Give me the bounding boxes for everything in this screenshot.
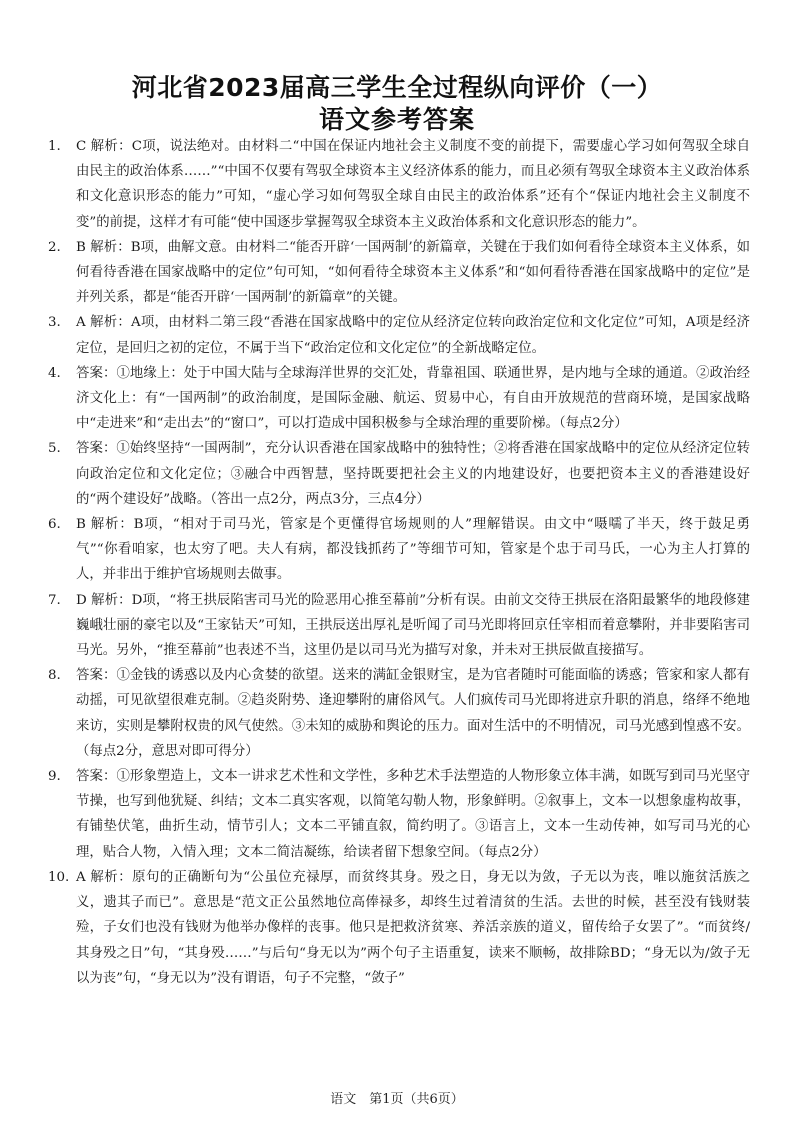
answer-item-6 <box>48 512 750 588</box>
answer-item-1 <box>48 134 750 235</box>
document-title <box>0 72 794 136</box>
item-text: C 解析：C项，说法绝对。由材料二“中国在保证内地社会主义制度不变的前提下，需要虚心学习如何驾驭全球自由民主的政治体系……”“中国不仅要有驾驭全球资本主义经济体系的能力，而且必须有驾驭全球资本主义政治体系和文化意识形态的能力”可知，“虚心学习如何驾驭全球自由民主的政治体系”还有个“保证内地社会主义制度不变”的前提，这样才有可能“使中国逐步掌握驾驭全球资本主义政治体系和文化意识形态的能力”。 <box>76 139 750 230</box>
item-text: 答案：①始终坚持“一国两制”，充分认识香港在国家战略中的独特性；②将香港在国家战略中的定位从经济定位转向政治定位和文化定位；③融合中西智慧，坚持既要把社会主义的内地建设好，也要把资本主义的香港建设好的“两个建设好”战略。（答出一点2分，两点3分，三点4分） <box>76 441 750 507</box>
answer-list <box>48 134 750 991</box>
item-number: 8. <box>48 668 61 684</box>
answer-item-4 <box>48 361 750 437</box>
item-text: 答案：①地缘上：处于中国大陆与全球海洋世界的交汇处，背靠祖国、联通世界，是内地与全球的通道。②政治经济文化上：有“一国两制”的政治制度，是国际金融、航运、贸易中心，有自由开放规范的营商环境，是国家战略中“走进来”和“走出去”的“窗口”，可以打造成中国积极参与全球治理的重要阶梯。（每点2分） <box>76 365 750 432</box>
answer-item-8 <box>48 663 750 764</box>
item-number: 10. <box>48 869 70 885</box>
answer-item-7 <box>48 588 750 664</box>
title-line-1: 河北省2023届高三学生全过程纵向评价（一） <box>131 73 663 102</box>
item-number: 9. <box>48 769 61 785</box>
title-line-2: 语文参考答案 <box>318 105 475 134</box>
item-text: 答案：①金钱的诱惑以及内心贪婪的欲望。送来的满缸金银财宝，是为官者随时可能面临的诱惑；管家和家人都有动摇，可见欲望很难克制。②趋炎附势、逢迎攀附的庸俗风气。人们疯传司马光即将进京升职的消息，络绎不绝地来访，实则是攀附权贵的风气使然。③未知的威胁和舆论的压力。面对生活中的不明情况，司马光感到惶惑不安。（每点2分，意思对即可得分） <box>76 668 750 759</box>
item-number: 1. <box>48 139 61 154</box>
item-text: A 解析：原句的正确断句为“公虽位充禄厚，而贫终其身。殁之日，身无以为敛，子无以为丧，唯以施贫活族之义，遗其子而已”。意思是“范文正公虽然地位高俸禄多，却终生过着清贫的生活。去世的时候，甚至没有钱财装殓，子女们也没有钱财为他举办像样的丧事。他只是把救济贫寒、养活亲族的道义，留传给子女罢了”。“而贫终/其身殁之日”句，“其身殁……”与后句“身无以为”两个句子主语重复，读来不顺畅，故排除BD；“身无以为/敛子无以为丧”句，“身无以为”没有谓语，句子不完整，“敛子” <box>76 869 750 986</box>
item-number: 4. <box>48 365 61 381</box>
answer-item-2 <box>48 235 750 311</box>
item-number: 2. <box>48 239 61 255</box>
item-text: 答案：①形象塑造上，文本一讲求艺术性和文学性，多种艺术手法塑造的人物形象立体丰满，如既写到司马光坚守节操，也写到他犹疑、纠结；文本二真实客观，以简笔勾勒人物，形象鲜明。②叙事上，文本一以想象虚构故事，有铺垫伏笔，曲折生动，情节引人；文本二平铺直叙，简约明了。③语言上，文本一生动传神，如写司马光的心理，贴合人物，入情入理；文本二简洁凝练，给读者留下想象空间。（每点2分） <box>76 769 750 860</box>
answer-item-3 <box>48 310 750 360</box>
answer-item-9 <box>48 764 750 865</box>
item-number: 7. <box>48 592 61 608</box>
item-text: B 解析：B项，“相对于司马光，管家是个更懂得官场规则的人”理解错误。由文中“嗫嚅了半天，终于鼓足勇气”“你看咱家，也太穷了吧。夫人有病，都没钱抓药了”等细节可知，管家是个忠于司马氏，一心为主人打算的人，并非出于维护官场规则去做事。 <box>76 517 750 583</box>
answer-item-10 <box>48 865 750 991</box>
item-text: D 解析：D项，“将王拱辰陷害司马光的险恶用心推至幕前”分析有误。由前文交待王拱辰在洛阳最繁华的地段修建巍峨壮丽的豪宅以及“王家钻天”可知，王拱辰送出厚礼是听闻了司马光即将回京任宰相而着意攀附，并非要陷害司马光。另外，“推至幕前”也表述不当，这里仍是以司马光为描写对象，并未对王拱辰做直接描写。 <box>76 592 750 659</box>
item-text: A 解析：A项，由材料二第三段“香港在国家战略中的定位从经济定位转向政治定位和文化定位”可知，A项是经济定位，是回归之初的定位，不属于当下“政治定位和文化定位”的全新战略定位。 <box>76 315 750 356</box>
page-footer: 语文 第1页（共6页） <box>330 1092 464 1107</box>
answer-item-5 <box>48 436 750 512</box>
item-number: 5. <box>48 441 61 457</box>
item-text: B 解析：B项，曲解文意。由材料二“能否开辟‘一国两制’的新篇章，关键在于我们如何看待全球资本主义体系，如何看待香港在国家战略中的定位”句可知，“如何看待全球资本主义体系”和“如何看待香港在国家战略中的定位”是并列关系，都是“能否开辟‘一国两制’的新篇章”的关键。 <box>76 239 750 306</box>
item-number: 3. <box>48 315 61 331</box>
item-number: 6. <box>48 517 61 533</box>
